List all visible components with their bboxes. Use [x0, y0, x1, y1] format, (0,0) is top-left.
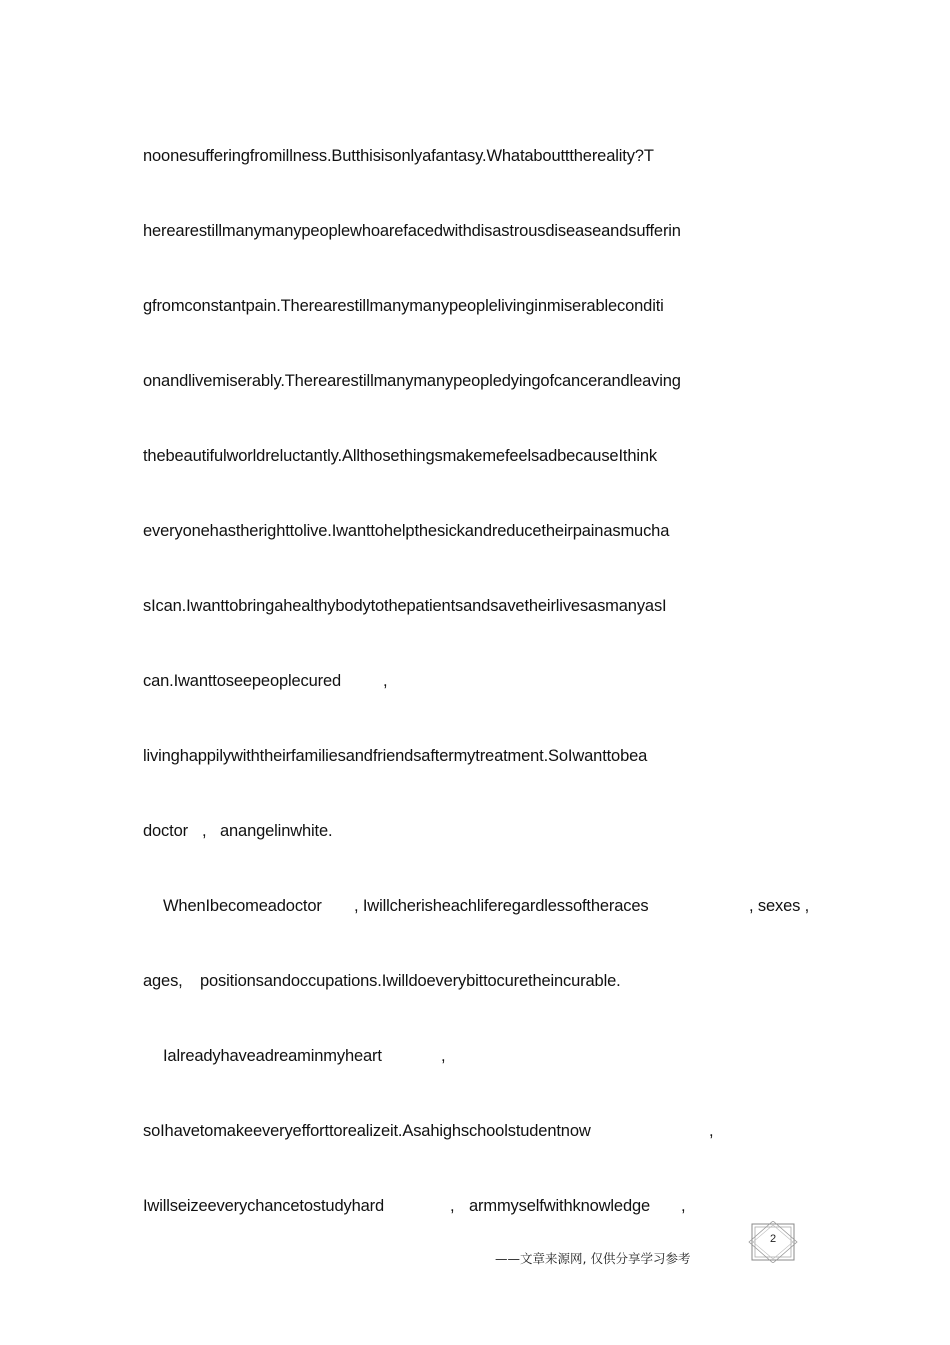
comma: ,: [450, 1197, 455, 1215]
comma: ,: [383, 672, 388, 690]
body-line-5: thebeautifulworldreluctantly.AllthosethingsmakemefeelsadbecauseIthink: [143, 447, 657, 465]
body-text: soIhavetomakeeveryefforttorealizeit.Asahighschoolstudentnow: [143, 1122, 591, 1140]
comma: ,: [202, 822, 207, 840]
body-text: armmyselfwithknowledge: [469, 1197, 651, 1215]
page-number: 2: [769, 1233, 777, 1245]
body-text: anangelinwhite.: [220, 822, 333, 840]
body-text: Iwillseizeeverychancetostudyhard: [143, 1197, 384, 1215]
body-text: can.Iwanttoseepeoplecured: [143, 672, 342, 690]
body-line-3: gfromconstantpain.Therearestillmanymanypeoplelivinginmiserableconditi: [143, 297, 664, 315]
body-text: doctor: [143, 822, 188, 840]
comma: ,: [681, 1197, 686, 1215]
comma: ,: [441, 1047, 446, 1065]
page-number-badge: [748, 1221, 798, 1263]
body-text: , Iwillcherisheachliferegardlessoftheraces: [354, 897, 649, 915]
body-text: ages,: [143, 972, 183, 990]
body-line-9: livinghappilywiththeirfamiliesandfriendsaftermytreatment.SoIwanttobea: [143, 747, 648, 765]
body-text: positionsandoccupations.Iwilldoeverybittocuretheincurable.: [200, 972, 621, 990]
body-line-6: everyonehastherighttolive.Iwanttohelpthesickandreducetheirpainasmucha: [143, 522, 670, 540]
body-line-1: noonesufferingfromillness.Butthisisonlyafantasy.Whatabouttthereality?T: [143, 147, 654, 165]
comma: ,: [709, 1122, 714, 1140]
body-line-4: onandlivemiserably.Therearestillmanymanypeopledyingofcancerandleaving: [143, 372, 681, 390]
body-line-7: sIcan.IwanttobringahealthybodytothepatientsandsavetheirlivesasmanyasI: [143, 597, 667, 615]
body-line-2: herearestillmanymanypeoplewhoarefacedwithdisastrousdiseaseandsufferin: [143, 222, 681, 240]
body-text: Ialreadyhaveadreaminmyheart: [163, 1047, 382, 1065]
body-text: WhenIbecomeadoctor: [163, 897, 322, 915]
body-text: , sexes ,: [749, 897, 810, 915]
footer-source-note: ——文章来源网, 仅供分享学习参考: [495, 1251, 691, 1266]
